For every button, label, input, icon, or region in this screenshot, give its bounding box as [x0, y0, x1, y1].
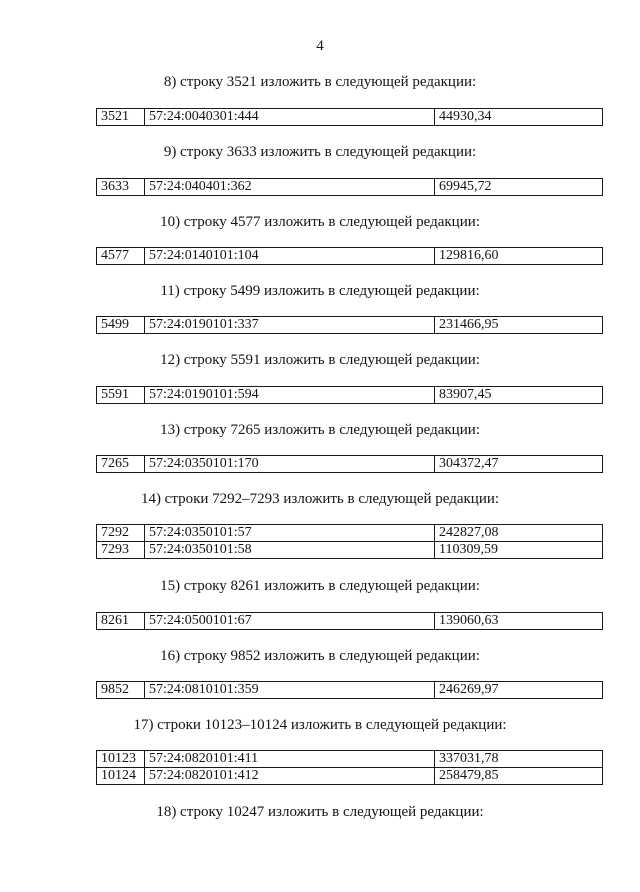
- row-number-cell: 10124: [97, 768, 145, 785]
- value-cell: 139060,63: [435, 613, 603, 630]
- cadastral-number-cell: 57:24:0040301:444: [145, 109, 435, 126]
- row-number-cell: 3633: [97, 179, 145, 196]
- row-number-cell: 3521: [97, 109, 145, 126]
- row-number-cell: 4577: [97, 248, 145, 265]
- amendment-instruction: 8) строку 3521 изложить в следующей редакции:: [163, 74, 477, 90]
- value-cell: 129816,60: [435, 248, 603, 265]
- table-row: [97, 179, 603, 196]
- amendment-table: [96, 455, 603, 473]
- value-cell: 83907,45: [435, 387, 603, 404]
- table-row: [97, 768, 603, 785]
- amendment-instruction: 16) строку 9852 изложить в следующей редакции:: [160, 648, 480, 664]
- cadastral-number-cell: 57:24:0350101:57: [145, 525, 435, 542]
- cadastral-number-cell: 57:24:0190101:594: [145, 387, 435, 404]
- value-cell: 69945,72: [435, 179, 603, 196]
- row-number-cell: 7292: [97, 525, 145, 542]
- amendment-table: [96, 178, 603, 196]
- value-cell: 304372,47: [435, 456, 603, 473]
- row-number-cell: 7265: [97, 456, 145, 473]
- cadastral-number-cell: 57:24:0820101:411: [145, 751, 435, 768]
- value-cell: 246269,97: [435, 682, 603, 699]
- amendment-instruction: 11) строку 5499 изложить в следующей редакции:: [160, 283, 480, 299]
- table-row: [97, 109, 603, 126]
- amendment-instruction: 17) строки 10123–10124 изложить в следующей редакции:: [133, 717, 507, 733]
- amendment-table: [96, 681, 603, 699]
- amendment-instruction: 12) строку 5591 изложить в следующей редакции:: [160, 352, 480, 368]
- cadastral-number-cell: 57:24:0810101:359: [145, 682, 435, 699]
- table-row: [97, 387, 603, 404]
- row-number-cell: 7293: [97, 542, 145, 559]
- row-number-cell: 5499: [97, 317, 145, 334]
- amendment-table: [96, 612, 603, 630]
- amendment-instruction: 14) строки 7292–7293 изложить в следующей редакции:: [140, 491, 500, 507]
- cadastral-number-cell: 57:24:0820101:412: [145, 768, 435, 785]
- row-number-cell: 8261: [97, 613, 145, 630]
- amendment-table: [96, 524, 603, 559]
- value-cell: 258479,85: [435, 768, 603, 785]
- value-cell: 231466,95: [435, 317, 603, 334]
- cadastral-number-cell: 57:24:0350101:58: [145, 542, 435, 559]
- table-row: [97, 248, 603, 265]
- table-row: [97, 542, 603, 559]
- amendment-table: [96, 247, 603, 265]
- row-number-cell: 10123: [97, 751, 145, 768]
- value-cell: 110309,59: [435, 542, 603, 559]
- table-row: [97, 751, 603, 768]
- page-number: 4: [316, 38, 324, 54]
- amendment-table: [96, 386, 603, 404]
- amendment-instruction: 18) строку 10247 изложить в следующей редакции:: [156, 804, 484, 820]
- cadastral-number-cell: 57:24:040401:362: [145, 179, 435, 196]
- amendment-table: [96, 108, 603, 126]
- cadastral-number-cell: 57:24:0350101:170: [145, 456, 435, 473]
- amendment-instruction: 13) строку 7265 изложить в следующей редакции:: [160, 422, 480, 438]
- table-row: [97, 317, 603, 334]
- table-row: [97, 682, 603, 699]
- amendment-instruction: 15) строку 8261 изложить в следующей редакции:: [160, 578, 480, 594]
- amendment-instruction: 10) строку 4577 изложить в следующей редакции:: [160, 214, 480, 230]
- amendment-table: [96, 316, 603, 334]
- table-row: [97, 613, 603, 630]
- value-cell: 337031,78: [435, 751, 603, 768]
- table-row: [97, 525, 603, 542]
- amendment-instruction: 9) строку 3633 изложить в следующей редакции:: [163, 144, 477, 160]
- cadastral-number-cell: 57:24:0140101:104: [145, 248, 435, 265]
- row-number-cell: 5591: [97, 387, 145, 404]
- value-cell: 44930,34: [435, 109, 603, 126]
- cadastral-number-cell: 57:24:0500101:67: [145, 613, 435, 630]
- value-cell: 242827,08: [435, 525, 603, 542]
- row-number-cell: 9852: [97, 682, 145, 699]
- amendment-table: [96, 750, 603, 785]
- cadastral-number-cell: 57:24:0190101:337: [145, 317, 435, 334]
- table-row: [97, 456, 603, 473]
